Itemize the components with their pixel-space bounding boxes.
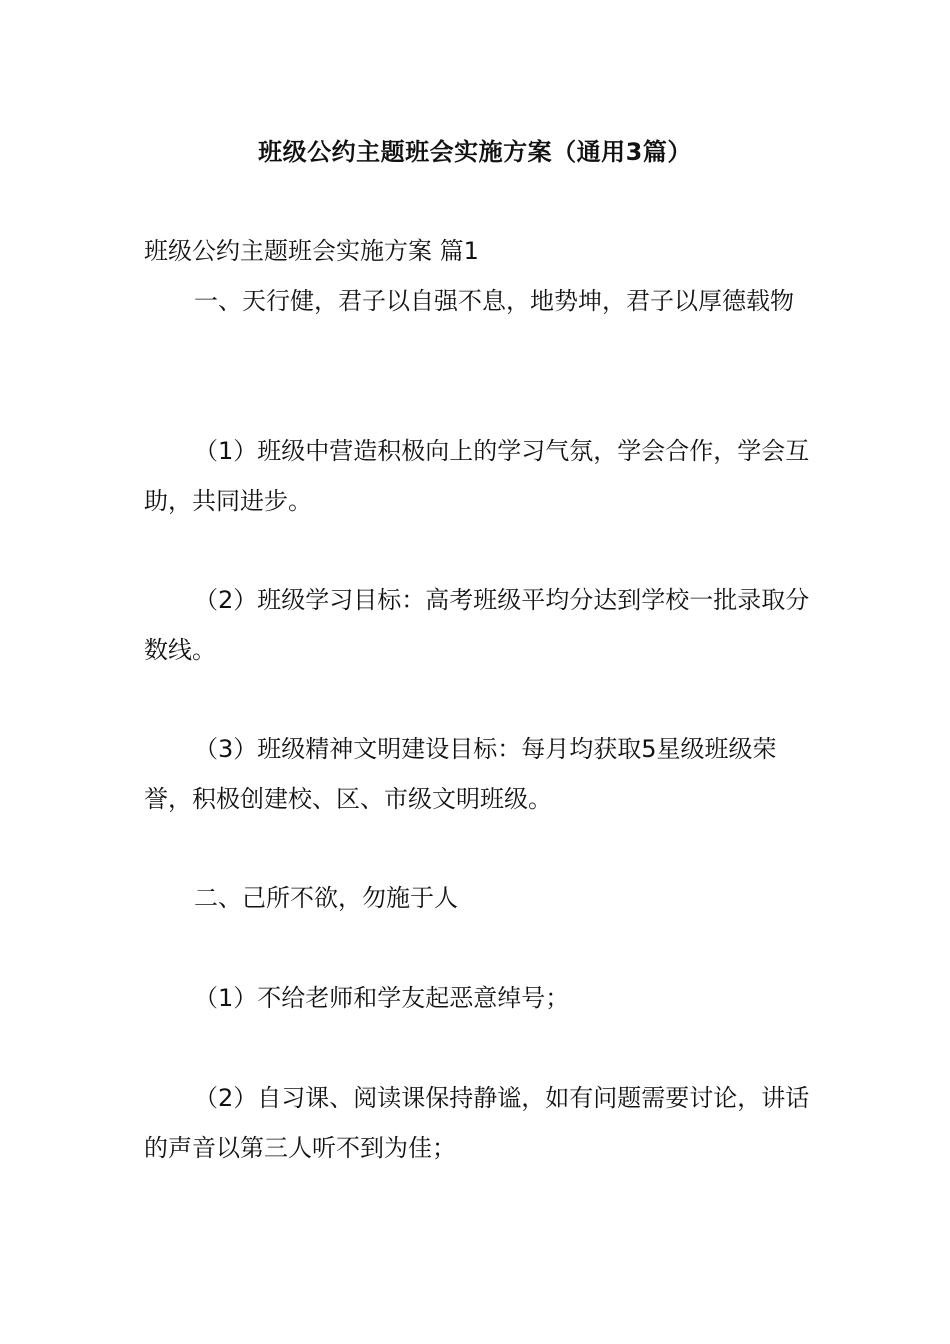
paragraph-principle-two: 二、己所不欲，勿施于人 — [194, 884, 458, 912]
paragraph-item-1: （1）班级中营造积极向上的学习气氛，学会合作，学会互助，共同进步。 — [144, 437, 810, 515]
paragraph-item-3: （3）班级精神文明建设目标：每月均获取5星级班级荣誉，积极创建校、区、市级文明班级。 — [144, 735, 777, 813]
paragraph-rule-1: （1）不给老师和学友起恶意绰号； — [194, 984, 570, 1012]
document-title: 班级公约主题班会实施方案（通用3篇） — [258, 138, 692, 166]
paragraph-item-2: （2）班级学习目标：高考班级平均分达到学校一批录取分数线。 — [144, 586, 810, 664]
section-heading: 班级公约主题班会实施方案 篇1 — [144, 237, 479, 265]
paragraph-rule-2: （2）自习课、阅读课保持静谧，如有问题需要讨论，讲话的声音以第三人听不到为佳； — [144, 1084, 810, 1162]
paragraph-principle-one: 一、天行健，君子以自强不息，地势坤，君子以厚德载物 — [194, 287, 794, 315]
